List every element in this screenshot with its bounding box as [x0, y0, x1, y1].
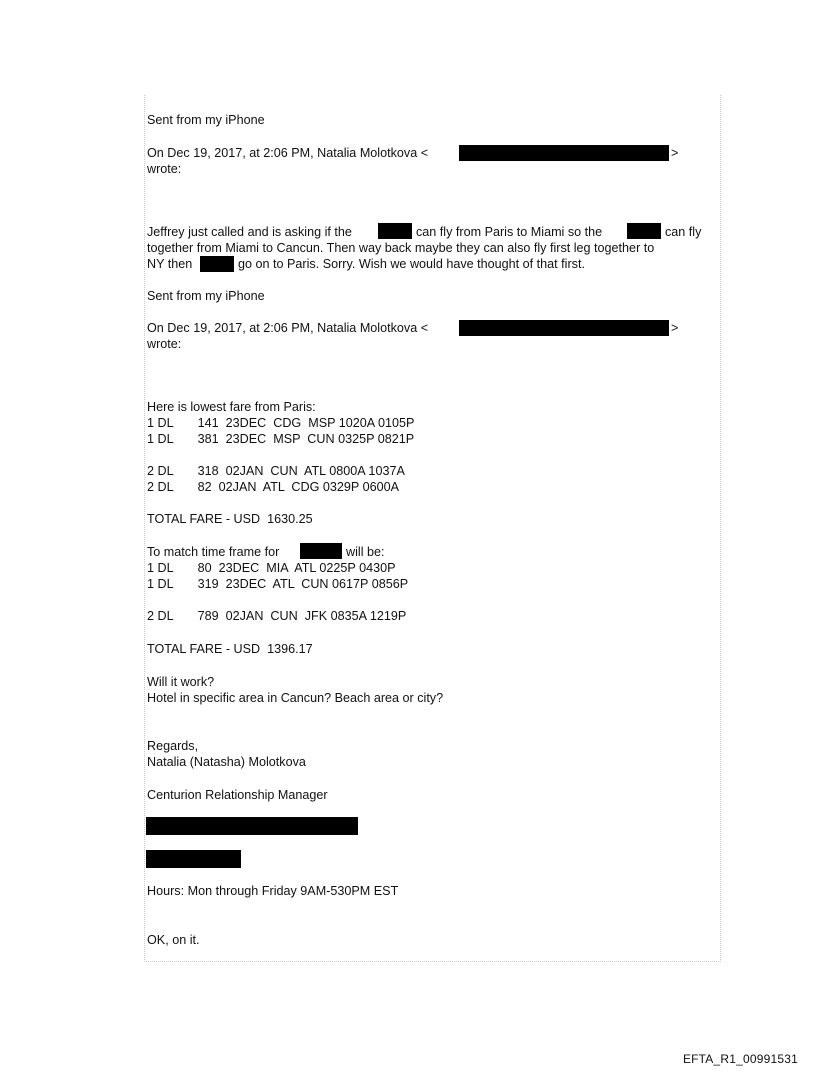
quote-header-2: On Dec 19, 2017, at 2:06 PM, Natalia Molotkova < [147, 321, 429, 335]
signature-title: Centurion Relationship Manager [147, 788, 328, 802]
message-line-1a: Jeffrey just called and is asking if the [147, 225, 352, 239]
message-line-3b: go on to Paris. Sorry. Wish we would have thought of that first. [238, 257, 585, 271]
total-fare-2: TOTAL FARE - USD 1396.17 [147, 642, 313, 656]
signature-name: Natalia (Natasha) Molotkova [147, 755, 306, 769]
quote-header-1 [147, 146, 428, 161]
total-fare-1: TOTAL FARE - USD 1630.25 [147, 512, 313, 526]
match-line-b: will be: [346, 545, 385, 559]
fare-intro: Here is lowest fare from Paris: [147, 400, 316, 414]
redacted-name-4 [300, 543, 342, 559]
miami-flight-row: 2 DL 789 02JAN CUN JFK 0835A 1219P [147, 609, 407, 623]
sent-from-iphone-2: Sent from my iPhone [147, 289, 265, 303]
office-hours: Hours: Mon through Friday 9AM-530PM EST [147, 884, 399, 898]
paris-flight-row: 1 DL 141 23DEC CDG MSP 1020A 0105P [147, 416, 415, 430]
quote-header-1-prefix: On Dec 19, 2017, at 2:06 PM, Natalia Molotkova < [147, 146, 429, 160]
sent-from-iphone-1: Sent from my iPhone [147, 113, 265, 127]
redacted-name-2 [627, 223, 661, 239]
hotel-question: Hotel in specific area in Cancun? Beach area or city? [147, 691, 444, 705]
will-it-work: Will it work? [147, 675, 215, 689]
wrote-1: wrote: [147, 162, 182, 176]
match-line-a: To match time frame for [147, 545, 280, 559]
document-id: EFTA_R1_00991531 [682, 1052, 798, 1066]
paris-flight-row: 2 DL 82 02JAN ATL CDG 0329P 0600A [147, 480, 400, 494]
redacted-email-address-1 [459, 145, 669, 161]
paris-flight-row: 1 DL 381 23DEC MSP CUN 0325P 0821P [147, 432, 415, 446]
miami-flight-row: 1 DL 80 23DEC MIA ATL 0225P 0430P [147, 561, 396, 575]
reply-text: OK, on it. [147, 933, 200, 947]
redacted-name-1 [378, 223, 412, 239]
paris-flight-row: 2 DL 318 02JAN CUN ATL 0800A 1037A [147, 464, 405, 478]
wrote-2: wrote: [147, 337, 182, 351]
message-line-2: together from Miami to Cancun. Then way back maybe they can also fly first leg together to [147, 241, 655, 255]
redacted-email-address-2 [459, 320, 669, 336]
quote-header-2-suffix: > [671, 321, 679, 335]
redacted-contact-1 [146, 817, 358, 835]
message-line-1c: can fly [665, 225, 702, 239]
message-line-3a: NY then [147, 257, 193, 271]
redacted-name-3 [200, 256, 234, 272]
regards: Regards, [147, 739, 199, 753]
quote-header-1-suffix: > [671, 146, 679, 160]
miami-flight-row: 1 DL 319 23DEC ATL CUN 0617P 0856P [147, 577, 409, 591]
redacted-contact-2 [146, 850, 241, 868]
message-line-1b: can fly from Paris to Miami so the [416, 225, 603, 239]
